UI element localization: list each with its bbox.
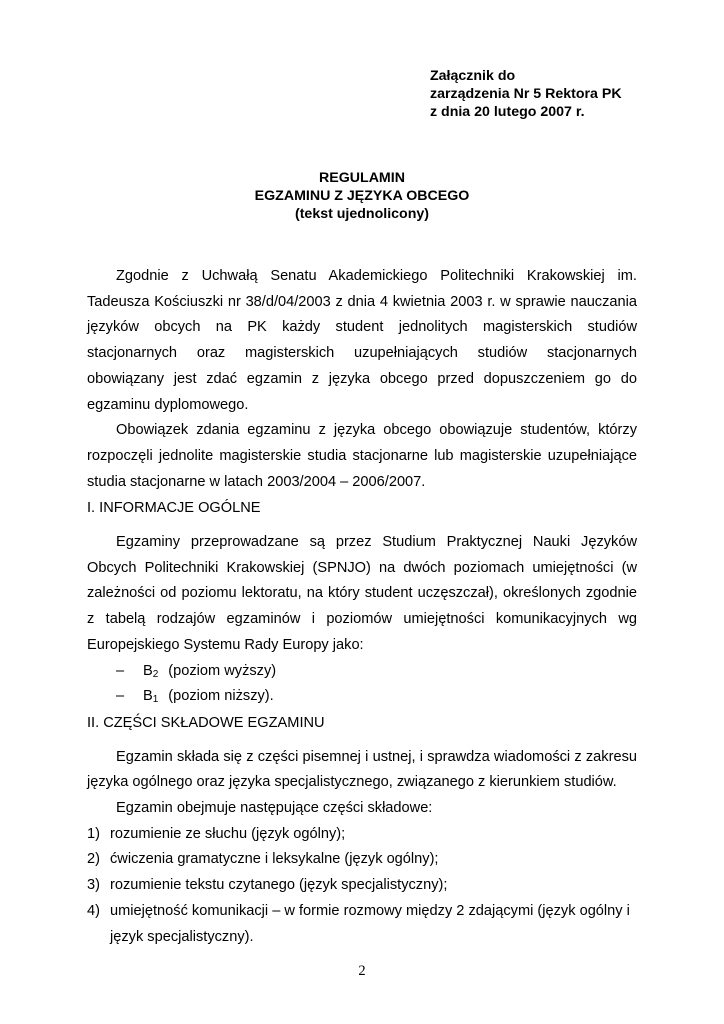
- section-2-paragraph-2: Egzamin obejmuje następujące części składowe:: [116, 800, 433, 817]
- level-item: [87, 659, 637, 685]
- dash-bullet: –: [116, 688, 125, 705]
- page-number: 2: [358, 963, 366, 979]
- annex-header: [430, 67, 622, 121]
- list-item-number: 2): [87, 851, 100, 868]
- level-letter: B: [143, 688, 153, 705]
- level-item: [87, 684, 637, 710]
- list-item-number: 1): [87, 825, 100, 842]
- level-subscript: 1: [152, 694, 159, 706]
- list-item: [87, 847, 637, 873]
- level-description: (poziom niższy).: [168, 688, 274, 705]
- list-item: [87, 822, 637, 848]
- list-item-text: umiejętność komunikacji – w formie rozmowy między 2 zdającymi (język ogólny i język specjalistyczny).: [110, 902, 630, 945]
- document-body: [87, 264, 637, 950]
- title-line-1: REGULAMIN: [319, 170, 405, 186]
- level-code: [143, 659, 158, 685]
- title-line-3: (tekst ujednolicony): [294, 206, 429, 222]
- intro-paragraph-1: Zgodnie z Uchwałą Senatu Akademickiego Politechniki Krakowskiej im. Tadeusza Kościuszki nr 38/d/04/2003 z dnia 4 kwietnia 2003 r. w sprawie nauczania języków obcych na PK każdy student jednolitych magisterskich studiów stacjonarnych oraz magisterskich uzupełniających studiów stacjonarnych obowiązany jest zdać egzamin z języka obcego przed dopuszczeniem go do egzaminu dyplomowego.: [87, 268, 637, 413]
- section-2-heading: II. CZĘŚCI SKŁADOWE EGZAMINU: [87, 714, 325, 731]
- section-1-paragraph-1: Egzaminy przeprowadzane są przez Studium Praktycznej Nauki Języków Obcych Politechniki Krakowskiej (SPNJO) na dwóch poziomach umiejętności (w zależności od poziomu lektoratu, na który student uczęszczał), określonych zgodnie z tabelą rodzajów egzaminów i poziomów umiejętności komunikacyjnych wg Europejskiego Systemu Rady Europy jako:: [87, 534, 637, 653]
- list-item-text: rozumienie tekstu czytanego (język specjalistyczny);: [110, 877, 448, 894]
- list-item-text: rozumienie ze słuchu (język ogólny);: [110, 825, 346, 842]
- title-line-2: EGZAMINU Z JĘZYKA OBCEGO: [254, 188, 470, 204]
- list-item-number: 4): [87, 902, 100, 919]
- list-item: [87, 873, 637, 899]
- intro-paragraph-2: Obowiązek zdania egzaminu z języka obcego obowiązuje studentów, którzy rozpoczęli jednolite magisterskie studia stacjonarne lub magisterskie uzupełniające studia stacjonarne w latach 2003/2004 – 2006/2007.: [87, 422, 637, 490]
- level-description: (poziom wyższy): [168, 662, 277, 679]
- document-title: [0, 169, 724, 223]
- level-subscript: 2: [152, 668, 159, 680]
- list-item: [87, 899, 637, 950]
- level-code: [143, 684, 158, 710]
- list-item-number: 3): [87, 877, 100, 894]
- annex-line-1: Załącznik do: [430, 68, 516, 84]
- level-letter: B: [143, 662, 153, 679]
- list-item-text: ćwiczenia gramatyczne i leksykalne (język ogólny);: [110, 851, 439, 868]
- section-2-paragraph-1: Egzamin składa się z części pisemnej i ustnej, i sprawdza wiadomości z zakresu języka ogólnego oraz języka specjalistycznego, związanego z kierunkiem studiów.: [87, 748, 637, 791]
- annex-line-3: z dnia 20 lutego 2007 r.: [430, 104, 585, 120]
- section-1-heading: I. INFORMACJE OGÓLNE: [87, 500, 261, 517]
- annex-line-2: zarządzenia Nr 5 Rektora PK: [430, 86, 622, 102]
- dash-bullet: –: [116, 662, 125, 679]
